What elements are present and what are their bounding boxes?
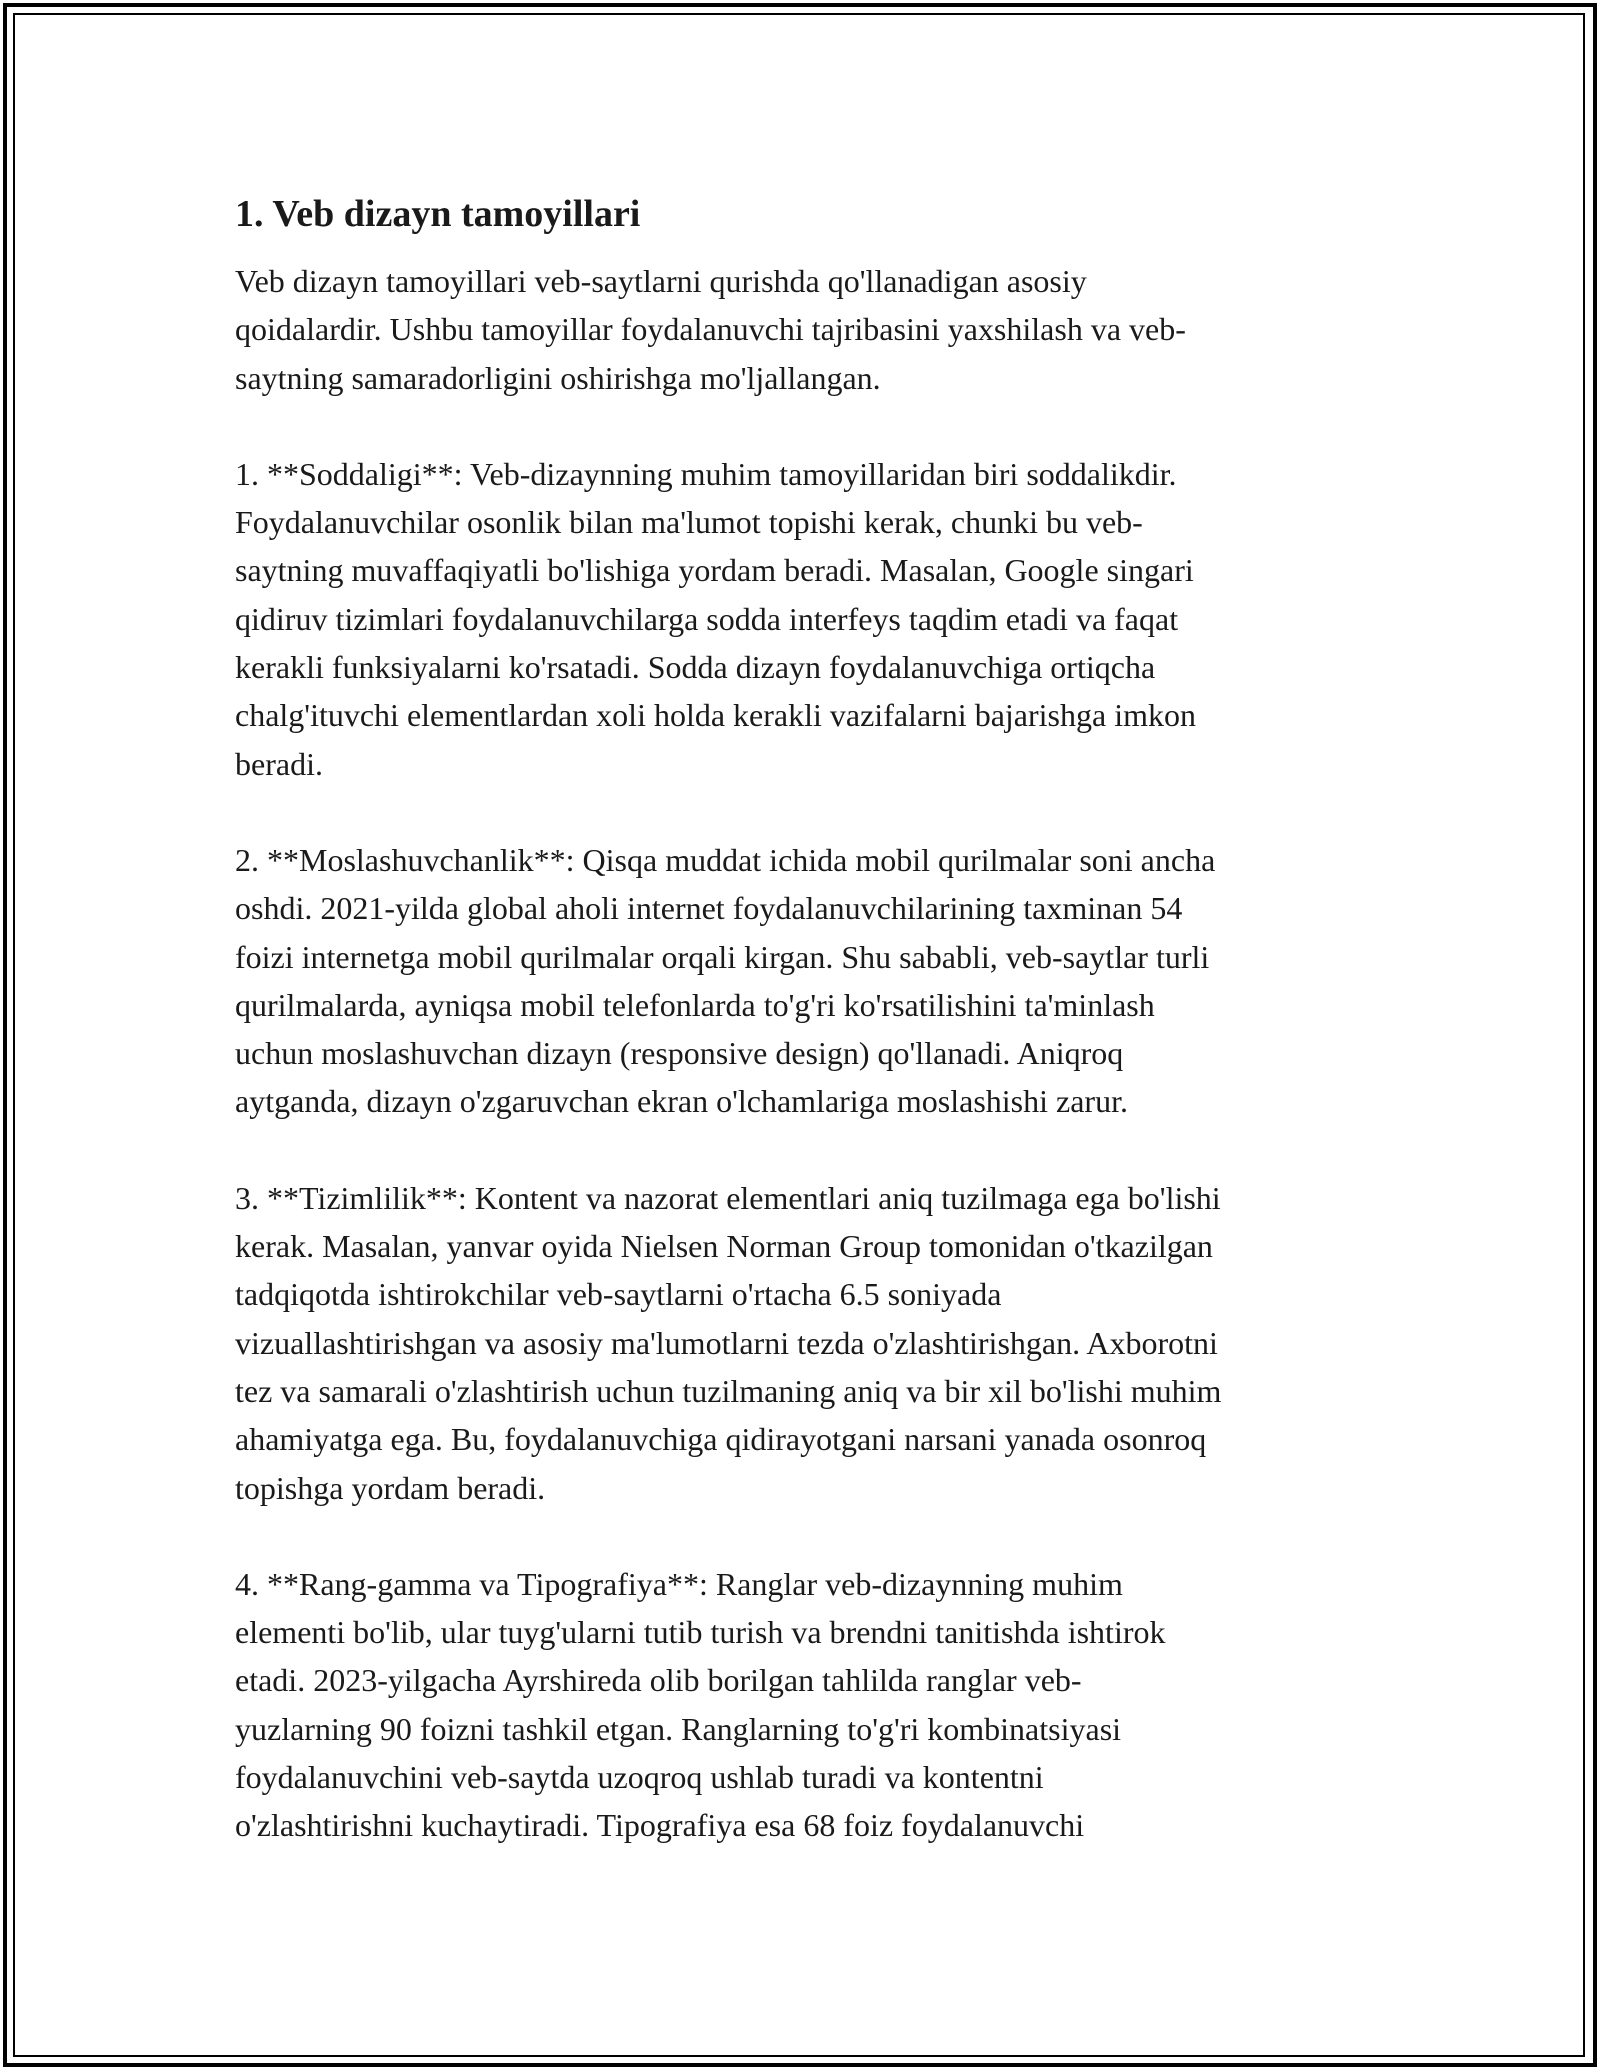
intro-paragraph: Veb dizayn tamoyillari veb-saytlarni qurishda qo'llanadigan asosiy qoidalardir. Ushbu tamoyillar foydalanuvchi tajribasini yaxshilash va veb- saytning samaradorligini oshirishga mo'ljallangan. xyxy=(235,263,1186,396)
principle-structure-paragraph: 3. **Tizimlilik**: Kontent va nazorat elementlari aniq tuzilmaga ega bo'lishi kerak. Masalan, yanvar oyida Nielsen Norman Group tomonidan o'tkazilgan tadqiqotda ishtirokchilar veb-saytlarni o'rtacha 6.5 soniyada vizuallashtirishgan va asosiy ma'lumotlarni tezda o'zlashtirishgan. Axborotni tez va samarali o'zlashtirish uchun tuzilmaning aniq va bir xil bo'lishi muhim ahamiyatga ega. Bu, foydalanuvchiga qidirayotgani narsani yanada osonroq topishga yordam beradi. xyxy=(235,1179,1222,1506)
principle-color-typography-paragraph: 4. **Rang-gamma va Tipografiya**: Ranglar veb-dizaynning muhim elementi bo'lib, ular tuyg'ularni tutib turish va brendni tanitishda ishtirok etadi. 2023-yilgacha Ayrshireda olib borilgan tahlilda ranglar veb- yuzlarning 90 foizni tashkil etgan. Ranglarning to'g'ri kombinatsiyasi foydalanuvchini veb-saytda uzoqroq ushlab turadi va kontentni o'zlashtirishni kuchaytiradi. Tipografiya esa 68 foiz foydalanuvchi xyxy=(235,1565,1166,1844)
section-heading: 1. Veb dizayn tamoyillari xyxy=(235,193,641,235)
principle-simplicity-paragraph: 1. **Soddaligi**: Veb-dizaynning muhim tamoyillaridan biri soddalikdir. Foydalanuvchilar osonlik bilan ma'lumot topishi kerak, chunki bu veb- saytning muvaffaqiyatli bo'lishiga yordam beradi. Masalan, Google singari qidiruv tizimlari foydalanuvchilarga sodda interfeys taqdim etadi va faqat kerakli funksiyalarni ko'rsatadi. Sodda dizayn foydalanuvchiga ortiqcha chalg'ituvchi elementlardan xoli holda kerakli vazifalarni bajarishga imkon beradi. xyxy=(235,455,1196,782)
document-body xyxy=(235,185,1370,1898)
principle-responsiveness-paragraph: 2. **Moslashuvchanlik**: Qisqa muddat ichida mobil qurilmalar soni ancha oshdi. 2021-yilda global aholi internet foydalanuvchilarining taxminan 54 foizi internetga mobil qurilmalar orqali kirgan. Shu sababli, veb-saytlar turli qurilmalarda, ayniqsa mobil telefonlarda to'g'ri ko'rsatilishini ta'minlash uchun moslashuvchan dizayn (responsive design) qo'llanadi. Aniqroq aytganda, dizayn o'zgaruvchan ekran o'lchamlariga moslashishi zarur. xyxy=(235,841,1216,1120)
